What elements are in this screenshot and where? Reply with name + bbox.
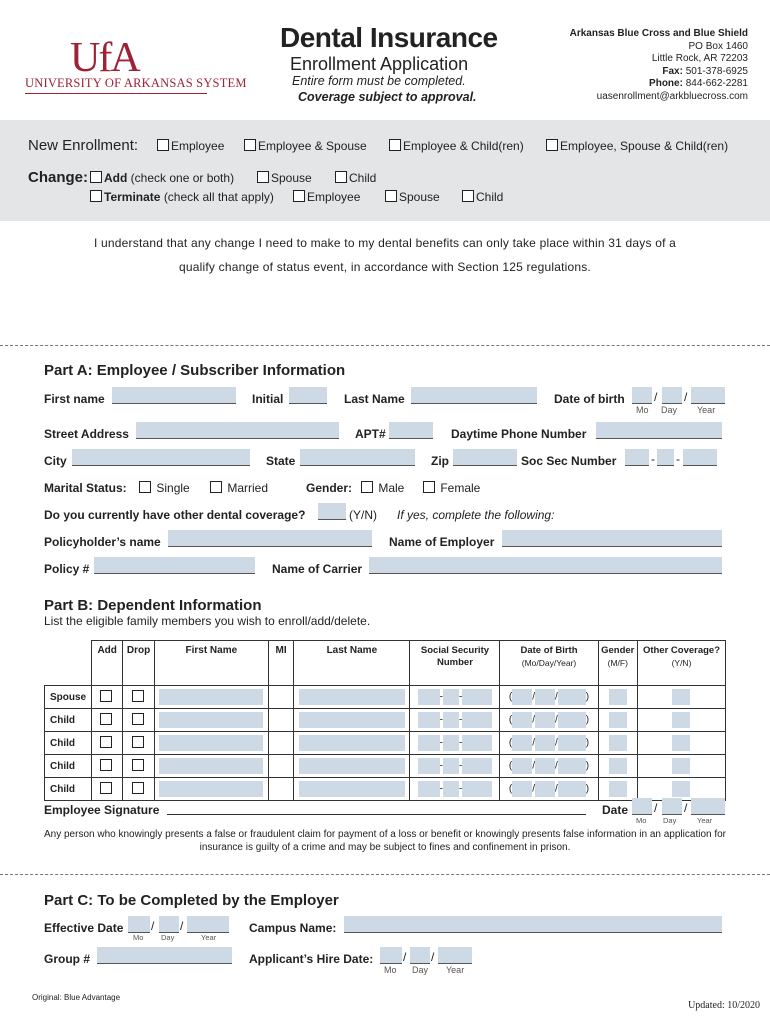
policy-field[interactable] xyxy=(94,557,255,574)
insurer-city: Little Rock, AR 72203 xyxy=(651,53,748,64)
campus-name-field[interactable] xyxy=(344,916,722,933)
group-label: Group # xyxy=(44,952,91,966)
state-field[interactable] xyxy=(300,449,415,466)
col-first-name: First Name xyxy=(154,641,268,686)
ssn-part1[interactable] xyxy=(418,781,440,797)
effective-year-hint: Year xyxy=(201,933,217,942)
dob-month[interactable] xyxy=(512,689,532,705)
first-name-field[interactable] xyxy=(159,689,263,705)
option-employee-spouse[interactable]: Employee & Spouse xyxy=(244,139,367,153)
university-name: UNIVERSITY OF ARKANSAS SYSTEM xyxy=(25,76,247,90)
drop-cell[interactable] xyxy=(123,686,154,709)
slash: / xyxy=(431,950,435,964)
checkbox[interactable] xyxy=(100,759,112,771)
form-title: Dental Insurance xyxy=(280,22,498,53)
policyholder-label: Policyholder’s name xyxy=(44,535,161,549)
apt-field[interactable] xyxy=(389,422,433,439)
table-row xyxy=(45,686,726,709)
other-coverage-field[interactable] xyxy=(672,781,690,797)
change-terminate[interactable]: Terminate (check all that apply) xyxy=(90,190,274,204)
section-divider xyxy=(0,874,770,875)
hire-mo-hint: Mo xyxy=(384,965,397,975)
ssn-cell[interactable]: - - xyxy=(410,732,500,755)
form-subtitle: Enrollment Application xyxy=(290,54,469,74)
dob-month[interactable] xyxy=(512,735,532,751)
table-header-row xyxy=(45,641,726,686)
hire-year-hint: Year xyxy=(446,965,465,975)
slash: / xyxy=(151,919,155,933)
other-coverage-cell[interactable] xyxy=(637,709,725,732)
insurer-email[interactable]: uasenrollment@arkbluecross.com xyxy=(596,90,748,102)
add-child[interactable]: Child xyxy=(335,171,376,185)
row-label: Child xyxy=(45,778,92,801)
fraud-disclaimer: Any person who knowingly presents a false or fraudulent claim for payment of a loss or benefit or knowingly presents false information in an application for insurance is guilty of a crime and may be subject to fines and confinement in prison. xyxy=(43,829,727,853)
row-label: Spouse xyxy=(45,686,92,709)
last-name-cell[interactable] xyxy=(294,686,410,709)
gender-cell[interactable] xyxy=(598,709,637,732)
marital-label: Marital Status: xyxy=(44,481,127,495)
section-divider xyxy=(0,345,770,346)
first-name-cell[interactable] xyxy=(154,778,268,801)
phone-field[interactable] xyxy=(596,422,722,439)
insurer-fax: Fax: 501-378-6925 xyxy=(662,65,748,77)
ssn-part2[interactable] xyxy=(443,758,459,774)
dob-year[interactable] xyxy=(558,781,586,797)
dash: - xyxy=(676,452,680,466)
first-name-cell[interactable] xyxy=(154,755,268,778)
checkbox[interactable] xyxy=(100,782,112,794)
checkbox[interactable] xyxy=(90,190,102,202)
add-cell[interactable] xyxy=(92,732,123,755)
part-b-title: Part B: Dependent Information xyxy=(44,597,262,614)
checkbox[interactable] xyxy=(385,190,397,202)
other-coverage-field[interactable] xyxy=(672,689,690,705)
state-label: State xyxy=(266,454,296,468)
initial-field[interactable] xyxy=(289,387,327,404)
dob-cell[interactable]: ( / / ) xyxy=(500,732,598,755)
gender-label: Gender: xyxy=(306,481,353,495)
ssn-part1[interactable] xyxy=(418,735,440,751)
dob-month[interactable] xyxy=(512,758,532,774)
city-label: City xyxy=(44,454,67,468)
dob-year[interactable] xyxy=(558,758,586,774)
effective-year-field[interactable] xyxy=(187,916,229,933)
checkbox[interactable] xyxy=(210,481,222,493)
mi-cell[interactable] xyxy=(268,755,293,778)
mi-cell[interactable] xyxy=(268,778,293,801)
marital-married[interactable]: Married xyxy=(210,481,268,495)
last-name-field[interactable] xyxy=(299,781,405,797)
dob-year-field[interactable] xyxy=(691,387,725,404)
initial-label: Initial xyxy=(252,392,284,406)
gender-field[interactable] xyxy=(609,735,627,751)
last-name-field[interactable] xyxy=(299,735,405,751)
dob-day-hint: Day xyxy=(661,405,678,415)
gender-cell[interactable] xyxy=(598,686,637,709)
terminate-child[interactable]: Child xyxy=(462,190,503,204)
hire-year-field[interactable] xyxy=(438,947,472,964)
gender-cell[interactable] xyxy=(598,755,637,778)
option-family[interactable]: Employee, Spouse & Child(ren) xyxy=(546,139,728,153)
slash: / xyxy=(654,390,658,404)
checkbox[interactable] xyxy=(132,759,144,771)
row-label: Child xyxy=(45,732,92,755)
drop-cell[interactable] xyxy=(123,778,154,801)
col-dob: Date of Birth (Mo/Day/Year) xyxy=(500,641,598,686)
other-coverage-field[interactable] xyxy=(672,735,690,751)
mi-cell[interactable] xyxy=(268,732,293,755)
dob-label: Date of birth xyxy=(554,392,625,406)
first-name-field[interactable] xyxy=(159,712,263,728)
table-row xyxy=(45,732,726,755)
col-add: Add xyxy=(92,641,123,686)
terminate-spouse[interactable]: Spouse xyxy=(385,190,440,204)
dash: - xyxy=(651,452,655,466)
dob-day[interactable] xyxy=(535,735,555,751)
dob-year[interactable] xyxy=(558,712,586,728)
employer-field[interactable] xyxy=(502,530,722,547)
checkbox[interactable] xyxy=(132,782,144,794)
first-name-field[interactable] xyxy=(159,758,263,774)
group-field[interactable] xyxy=(97,947,232,964)
gender-field[interactable] xyxy=(609,781,627,797)
insurer-address xyxy=(570,28,748,103)
last-name-cell[interactable] xyxy=(294,755,410,778)
slash: / xyxy=(403,950,407,964)
other-coverage-question: Do you currently have other dental coverage? xyxy=(44,508,306,522)
other-coverage-field[interactable] xyxy=(672,712,690,728)
mi-cell[interactable] xyxy=(268,686,293,709)
policy-label: Policy # xyxy=(44,562,90,576)
add-spouse[interactable]: Spouse xyxy=(257,171,312,185)
ssn-part2-field[interactable] xyxy=(657,449,674,466)
employer-label: Name of Employer xyxy=(389,535,495,549)
carrier-field[interactable] xyxy=(369,557,722,574)
dob-cell[interactable]: ( / / ) xyxy=(500,709,598,732)
ssn-part3[interactable] xyxy=(462,735,492,751)
zip-field[interactable] xyxy=(453,449,517,466)
effective-day-hint: Day xyxy=(161,933,175,942)
footer-original: Original: Blue Advantage xyxy=(32,993,121,1002)
signature-date-label: Date xyxy=(602,803,629,817)
signature-line[interactable] xyxy=(167,814,586,815)
ssn-part3[interactable] xyxy=(462,758,492,774)
dob-year[interactable] xyxy=(558,735,586,751)
carrier-label: Name of Carrier xyxy=(272,562,363,576)
signature-mo-hint: Mo xyxy=(636,816,647,825)
zip-label: Zip xyxy=(431,454,449,468)
last-name-cell[interactable] xyxy=(294,709,410,732)
street-label: Street Address xyxy=(44,427,129,441)
slash: / xyxy=(180,919,184,933)
dob-cell[interactable]: ( / / ) xyxy=(500,686,598,709)
last-name-field[interactable] xyxy=(299,712,405,728)
dob-cell[interactable]: ( / / ) xyxy=(500,755,598,778)
signature-year-hint: Year xyxy=(697,816,713,825)
checkbox[interactable] xyxy=(139,481,151,493)
checkbox[interactable] xyxy=(257,171,269,183)
terminate-employee[interactable]: Employee xyxy=(293,190,360,204)
slash: / xyxy=(684,390,688,404)
checkbox[interactable] xyxy=(132,690,144,702)
checkbox[interactable] xyxy=(244,139,256,151)
ssn-label: Soc Sec Number xyxy=(521,454,617,468)
hire-date-label: Applicant’s Hire Date: xyxy=(249,952,374,966)
gender-female[interactable]: Female xyxy=(423,481,480,495)
other-coverage-cell[interactable] xyxy=(637,755,725,778)
ssn-cell[interactable]: - - xyxy=(410,755,500,778)
ssn-part3[interactable] xyxy=(462,781,492,797)
gender-cell[interactable] xyxy=(598,732,637,755)
ssn-part3[interactable] xyxy=(462,712,492,728)
dob-year[interactable] xyxy=(558,689,586,705)
part-c-title: Part C: To be Completed by the Employer xyxy=(44,892,339,909)
gender-male[interactable]: Male xyxy=(361,481,404,495)
row-label: Child xyxy=(45,709,92,732)
dob-day[interactable] xyxy=(535,689,555,705)
part-a-title: Part A: Employee / Subscriber Information xyxy=(44,362,346,379)
dob-month-field[interactable] xyxy=(632,387,652,404)
col-other-coverage: Other Coverage? (Y/N) xyxy=(637,641,725,686)
first-name-label: First name xyxy=(44,392,105,406)
signature-year-field[interactable] xyxy=(691,798,725,815)
other-coverage-yn: (Y/N) xyxy=(349,508,377,522)
col-drop: Drop xyxy=(123,641,154,686)
city-field[interactable] xyxy=(72,449,250,466)
ssn-cell[interactable]: - - xyxy=(410,686,500,709)
add-cell[interactable] xyxy=(92,686,123,709)
hire-day-hint: Day xyxy=(412,965,429,975)
ssn-part3[interactable] xyxy=(462,689,492,705)
checkbox[interactable] xyxy=(132,713,144,725)
dob-day[interactable] xyxy=(535,712,555,728)
ssn-cell[interactable]: - - xyxy=(410,709,500,732)
ssn-part2[interactable] xyxy=(443,781,459,797)
ssn-part1[interactable] xyxy=(418,689,440,705)
dob-day[interactable] xyxy=(535,781,555,797)
empty-header xyxy=(45,641,92,686)
phone-label: Daytime Phone Number xyxy=(451,427,587,441)
other-coverage-field[interactable] xyxy=(672,758,690,774)
last-name-cell[interactable] xyxy=(294,778,410,801)
checkbox[interactable] xyxy=(293,190,305,202)
policyholder-field[interactable] xyxy=(168,530,372,547)
effective-date-label: Effective Date xyxy=(44,921,124,935)
insurer-po-box: PO Box 1460 xyxy=(688,40,748,52)
checkbox[interactable] xyxy=(423,481,435,493)
drop-cell[interactable] xyxy=(123,755,154,778)
gender-field[interactable] xyxy=(609,758,627,774)
dependents-table xyxy=(44,640,726,801)
signature-day-field[interactable] xyxy=(662,798,682,815)
add-cell[interactable] xyxy=(92,778,123,801)
if-yes-note: If yes, complete the following: xyxy=(397,508,555,522)
table-row xyxy=(45,755,726,778)
add-cell[interactable] xyxy=(92,709,123,732)
ssn-cell[interactable]: - - xyxy=(410,778,500,801)
signature-month-field[interactable] xyxy=(632,798,652,815)
effective-month-field[interactable] xyxy=(128,916,150,933)
mi-cell[interactable] xyxy=(268,709,293,732)
last-name-cell[interactable] xyxy=(294,732,410,755)
form-note-approval: Coverage subject to approval. xyxy=(298,90,477,104)
last-name-field[interactable] xyxy=(299,758,405,774)
last-name-field[interactable] xyxy=(299,689,405,705)
form-note-complete: Entire form must be completed. xyxy=(292,74,466,88)
other-coverage-field[interactable] xyxy=(318,503,346,520)
dob-month[interactable] xyxy=(512,781,532,797)
checkbox[interactable] xyxy=(462,190,474,202)
part-b-instructions: List the eligible family members you wish to enroll/add/delete. xyxy=(44,614,371,628)
dob-year-hint: Year xyxy=(697,405,716,415)
signature-day-hint: Day xyxy=(663,816,677,825)
effective-day-field[interactable] xyxy=(159,916,179,933)
col-last-name: Last Name xyxy=(294,641,410,686)
first-name-field[interactable] xyxy=(159,735,263,751)
checkbox[interactable] xyxy=(546,139,558,151)
ssn-part1[interactable] xyxy=(418,712,440,728)
dob-mo-hint: Mo xyxy=(636,405,649,415)
gender-field[interactable] xyxy=(609,689,627,705)
change-statement-line1: I understand that any change I need to make to my dental benefits can only take place within 31 days of a xyxy=(93,236,677,250)
change-add[interactable]: Add (check one or both) xyxy=(90,171,234,185)
ssn-part1-field[interactable] xyxy=(625,449,649,466)
footer-updated: Updated: 10/2020 xyxy=(688,1000,760,1011)
hire-day-field[interactable] xyxy=(410,947,430,964)
col-gender: Gender (M/F) xyxy=(598,641,637,686)
row-label: Child xyxy=(45,755,92,778)
option-employee-children[interactable]: Employee & Child(ren) xyxy=(389,139,524,153)
insurer-phone: Phone: 844-662-2281 xyxy=(649,78,748,89)
ssn-part2[interactable] xyxy=(443,689,459,705)
insurer-name: Arkansas Blue Cross and Blue Shield xyxy=(569,28,748,39)
drop-cell[interactable] xyxy=(123,732,154,755)
campus-name-label: Campus Name: xyxy=(249,921,337,935)
col-mi: MI xyxy=(268,641,293,686)
effective-mo-hint: Mo xyxy=(133,933,144,942)
hire-month-field[interactable] xyxy=(380,947,402,964)
university-logo: UfA xyxy=(70,35,139,81)
other-coverage-cell[interactable] xyxy=(637,686,725,709)
col-ssn: Social Security Number xyxy=(410,641,500,686)
first-name-cell[interactable] xyxy=(154,732,268,755)
last-name-field[interactable] xyxy=(411,387,537,404)
apt-label: APT# xyxy=(355,427,386,441)
checkbox[interactable] xyxy=(132,736,144,748)
first-name-field[interactable] xyxy=(112,387,236,404)
add-cell[interactable] xyxy=(92,755,123,778)
checkbox[interactable] xyxy=(157,139,169,151)
dob-cell[interactable]: ( / / ) xyxy=(500,778,598,801)
checkbox[interactable] xyxy=(100,736,112,748)
signature-label: Employee Signature xyxy=(44,803,160,817)
logo-divider xyxy=(25,93,207,94)
first-name-cell[interactable] xyxy=(154,709,268,732)
marital-single[interactable]: Single xyxy=(139,481,190,495)
checkbox[interactable] xyxy=(361,481,373,493)
checkbox[interactable] xyxy=(90,171,102,183)
ssn-part2[interactable] xyxy=(443,735,459,751)
dob-day[interactable] xyxy=(535,758,555,774)
checkbox[interactable] xyxy=(100,690,112,702)
slash: / xyxy=(654,801,658,815)
other-coverage-cell[interactable] xyxy=(637,732,725,755)
last-name-label: Last Name xyxy=(344,392,405,406)
gender-field[interactable] xyxy=(609,712,627,728)
table-row xyxy=(45,778,726,801)
checkbox[interactable] xyxy=(100,713,112,725)
ssn-part1[interactable] xyxy=(418,758,440,774)
new-enrollment-label: New Enrollment: xyxy=(28,137,139,154)
checkbox[interactable] xyxy=(389,139,401,151)
first-name-field[interactable] xyxy=(159,781,263,797)
change-label: Change: xyxy=(28,169,88,186)
dob-month[interactable] xyxy=(512,712,532,728)
ssn-part2[interactable] xyxy=(443,712,459,728)
ssn-part3-field[interactable] xyxy=(683,449,717,466)
street-field[interactable] xyxy=(136,422,339,439)
dob-day-field[interactable] xyxy=(662,387,682,404)
table-row xyxy=(45,709,726,732)
change-statement-line2: qualify change of status event, in accordance with Section 125 regulations. xyxy=(179,260,591,274)
checkbox[interactable] xyxy=(335,171,347,183)
option-employee[interactable]: Employee xyxy=(157,139,224,153)
drop-cell[interactable] xyxy=(123,709,154,732)
slash: / xyxy=(684,801,688,815)
first-name-cell[interactable] xyxy=(154,686,268,709)
